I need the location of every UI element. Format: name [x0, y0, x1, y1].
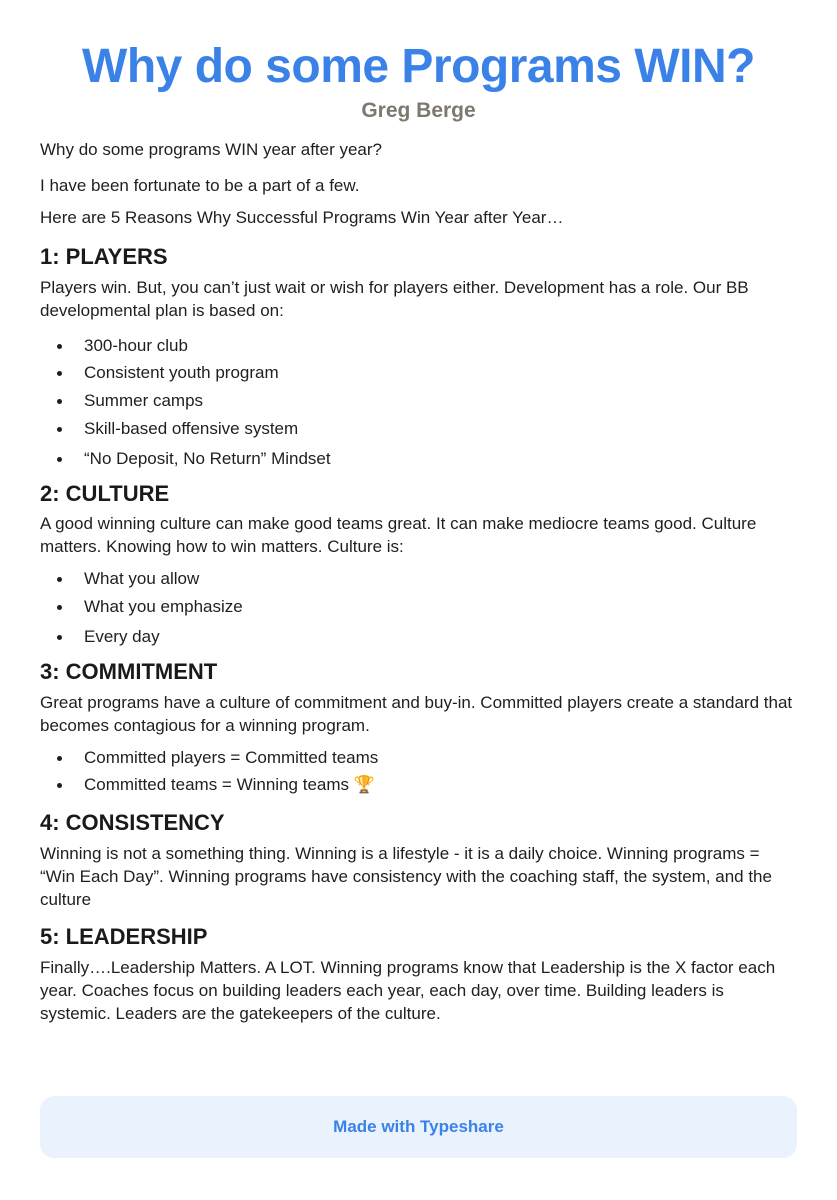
section-body: Great programs have a culture of commitment and buy-in. Committed players create a standard that becomes contagious for a winning program. — [40, 693, 793, 735]
list-item: Skill-based offensive system — [40, 418, 797, 440]
article — [40, 0, 797, 1025]
list-item: What you emphasize — [40, 596, 797, 618]
intro-paragraph: Here are 5 Reasons Why Successful Programs Win Year after Year… — [40, 208, 564, 227]
intro — [40, 139, 797, 229]
list-item: 300-hour club — [40, 335, 797, 357]
list-item: Summer camps — [40, 390, 797, 412]
list-item: Committed teams = Winning teams 🏆 — [40, 774, 797, 796]
section-heading: 5: LEADERSHIP — [40, 924, 208, 949]
footer-label: Made with Typeshare — [333, 1117, 504, 1136]
bullet-list — [40, 335, 797, 470]
section-heading: 4: CONSISTENCY — [40, 810, 225, 835]
section-leadership — [40, 923, 797, 1025]
article-title: Why do some Programs WIN? — [82, 40, 755, 93]
list-item: “No Deposit, No Return” Mindset — [40, 448, 797, 470]
made-with-typeshare-banner[interactable] — [40, 1096, 797, 1158]
section-commitment — [40, 658, 797, 796]
author-name: Greg Berge — [361, 99, 476, 122]
section-culture — [40, 480, 797, 648]
section-heading: 1: PLAYERS — [40, 244, 168, 269]
section-players — [40, 243, 797, 470]
section-body: A good winning culture can make good teams great. It can make mediocre teams good. Culture matters. Knowing how to win matters. Culture is: — [40, 514, 757, 556]
bullet-list — [40, 568, 797, 648]
section-body: Players win. But, you can’t just wait or wish for players either. Development has a role. Our BB developmental plan is based on: — [40, 278, 749, 320]
intro-paragraph: I have been fortunate to be a part of a few. — [40, 176, 360, 195]
section-consistency — [40, 809, 797, 911]
list-item: Consistent youth program — [40, 362, 797, 384]
section-body: Finally….Leadership Matters. A LOT. Winning programs know that Leadership is the X factor each year. Coaches focus on building leaders each year, each day, over time. Building leaders is systemic. Leaders are the gatekeepers of the culture. — [40, 958, 776, 1023]
intro-paragraph: Why do some programs WIN year after year? — [40, 140, 383, 159]
list-item: What you allow — [40, 568, 797, 590]
list-item: Committed players = Committed teams — [40, 747, 797, 769]
section-body: Winning is not a something thing. Winning is a lifestyle - it is a daily choice. Winning programs = “Win Each Day”. Winning programs have consistency with the coaching staff, the system, and the culture — [40, 844, 772, 909]
bullet-list — [40, 747, 797, 796]
list-item: Every day — [40, 626, 797, 648]
section-heading: 2: CULTURE — [40, 481, 170, 506]
section-heading: 3: COMMITMENT — [40, 659, 218, 684]
